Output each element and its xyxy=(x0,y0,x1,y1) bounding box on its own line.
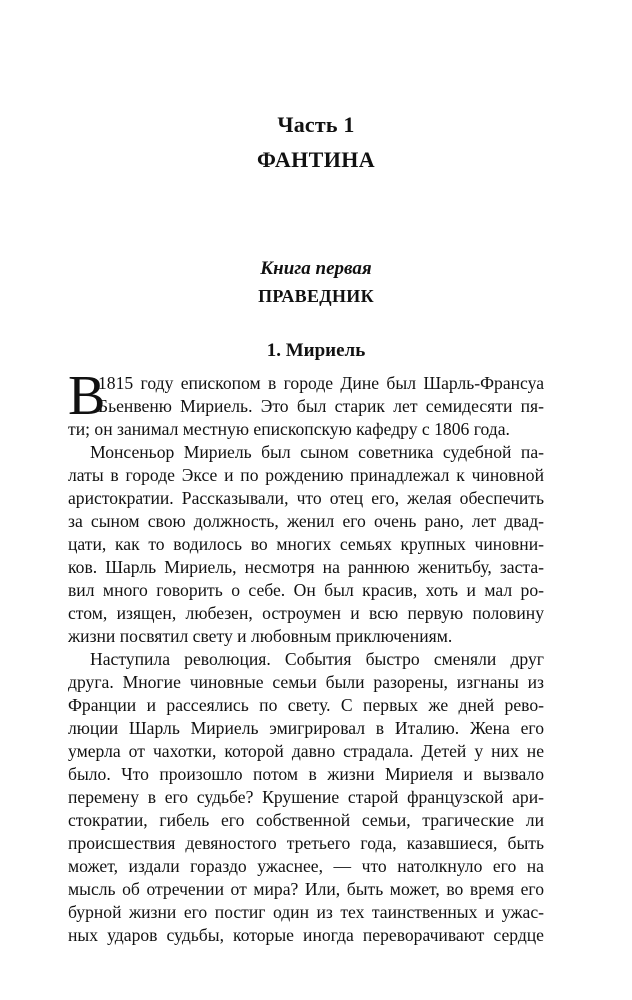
text-line: аристократии. Рассказывали, что отец его, желая обеспечить xyxy=(68,488,544,508)
text-line: люции Шарль Мириель эмигрировал в Италию. Жена его xyxy=(68,718,544,738)
text-line: ти; он занимал местную епископскую кафедру с 1806 года. xyxy=(68,419,510,439)
chapter-title: 1. Мириель xyxy=(266,340,366,361)
text-line: латы в городе Эксе и по рождению принадлежал к чиновной xyxy=(68,465,544,485)
text-line: было. Что произошло потом в жизни Мириеля и вызвало xyxy=(68,764,544,784)
text-line: стом, изящен, любезен, остроумен и всю первую половину xyxy=(68,603,544,623)
part-number: Часть 1 xyxy=(277,112,355,137)
text-line: 1815 году епископом в городе Дине был Шарль-Франсуа xyxy=(98,373,544,393)
text-line: ков. Шарль Мириель, несмотря на раннюю женитьбу, заста- xyxy=(68,557,544,577)
text-line: друга. Многие чиновные семьи были разорены, изгнаны из xyxy=(68,672,544,692)
text-line: Наступила революция. События быстро сменяли друг xyxy=(90,649,544,669)
text-line: происшествия девяностого третьего года, казавшиеся, быть xyxy=(68,833,544,853)
text-line: цати, как то водилось во многих семьях крупных чиновни- xyxy=(68,534,544,554)
book-title: ПРАВЕДНИК xyxy=(258,286,374,306)
text-line: умерла от чахотки, которой давно страдала. Детей у них не xyxy=(68,741,544,761)
text-line: Франции и рассеялись по свету. С первых же дней рево- xyxy=(68,695,544,715)
text-line: перемену в его судьбе? Крушение старой французской ари- xyxy=(68,787,544,807)
text-line: ных ударов судьбы, которые иногда переворачивают сердце xyxy=(68,925,544,945)
text-line: бурной жизни его постиг один из тех таинственных и ужас- xyxy=(68,902,544,922)
part-title: ФАНТИНА xyxy=(256,147,376,172)
body-text xyxy=(68,365,544,947)
text-line: мысль об отречении от мира? Или, быть может, во время его xyxy=(68,879,544,899)
text-line: за сыном свою должность, женил его очень рано, лет двад- xyxy=(68,511,544,531)
text-line: Монсеньор Мириель был сыном советника судебной па- xyxy=(90,442,544,462)
book-number: Книга первая xyxy=(260,258,372,279)
text-line: жизни посвятил свету и любовным приключениям. xyxy=(68,626,453,646)
text-line: может, издали гораздо ужаснее, — что натолкнуло его на xyxy=(68,856,544,876)
text-line: вил много говорить о себе. Он был красив, хоть и мал ро- xyxy=(68,580,544,600)
drop-cap: В xyxy=(68,365,106,427)
text-line: Бьенвеню Мириель. Это был старик лет семидесяти пя- xyxy=(98,396,544,416)
text-line: стократии, гибель его собственной семьи, трагические ли xyxy=(68,810,544,830)
